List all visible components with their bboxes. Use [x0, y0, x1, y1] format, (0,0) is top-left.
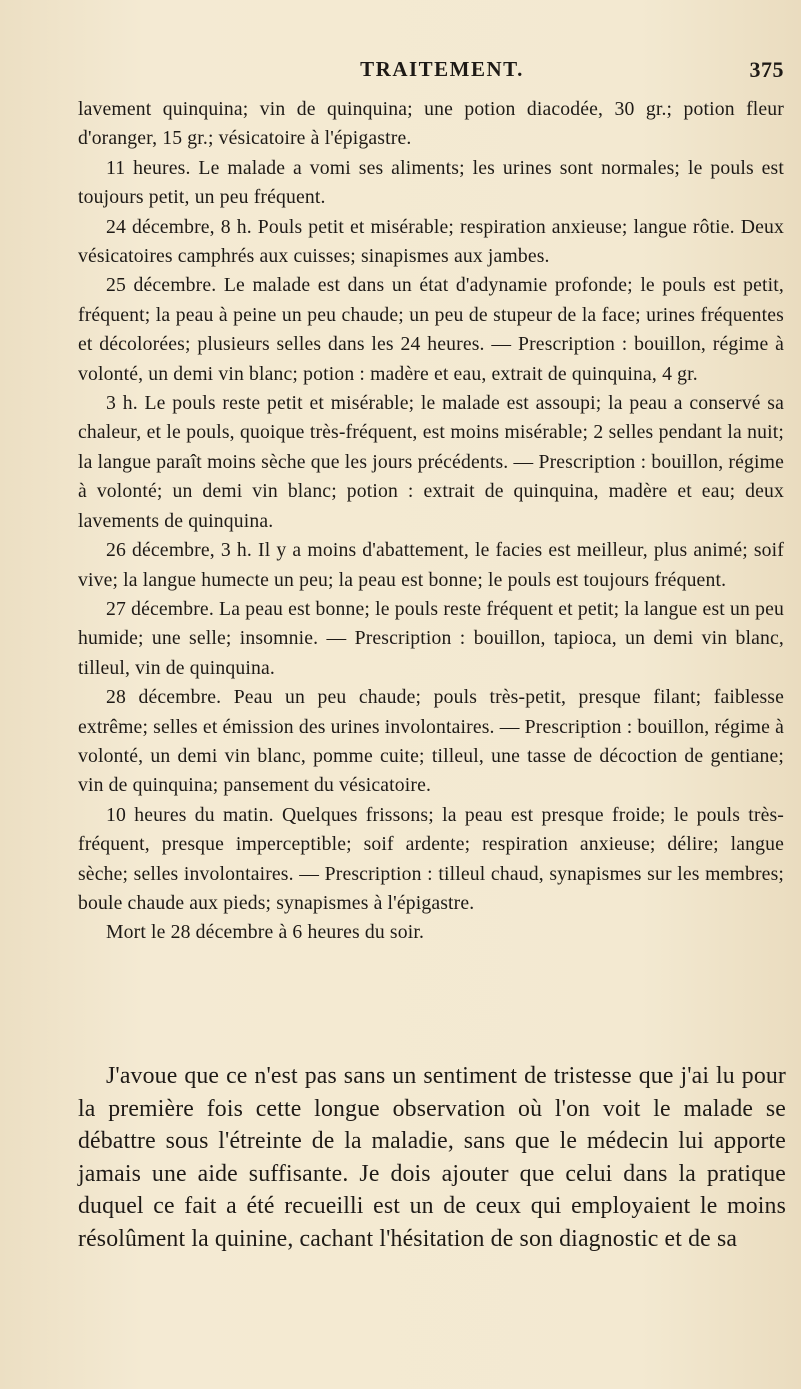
- paragraph: lavement quinquina; vin de quinquina; une potion diacodée, 30 gr.; potion fleur d'oranger, 15 gr.; vésicatoire à l'épigastre.: [78, 98, 784, 150]
- paragraph: J'avoue que ce n'est pas sans un sentiment de tristesse que j'ai lu pour la première fois cette longue observation où l'on voit le malade se débattre sous l'étreinte de la maladie, sans que le médecin lui apporte jamais une aide suffisante. Je dois ajouter que celui dans la pratique duquel ce fait a été recueilli est un de ceux qui employaient le moins résolûment la quinine, cachant l'hésitation de son diagnostic et de sa: [78, 1063, 786, 1252]
- paragraph: 10 heures du matin. Quelques frissons; la peau est presque froide; le pouls très-fréquent, presque imperceptible; soif ardente; respiration anxieuse; délire; langue sèche; selles involontaires. — Prescription : tilleul chaud, synapismes sur les membres; boule chaude aux pieds; synapismes à l'épigastre.: [78, 803, 784, 914]
- page-header: [60, 57, 784, 85]
- paragraph: 25 décembre. Le malade est dans un état d'adynamie profonde; le pouls est petit, fréquent; la peau à peine un peu chaude; un peu de stupeur de la face; urines fréquentes et décolorées; plusieurs selles dans les 24 heures. — Prescription : bouillon, régime à volonté, un demi vin blanc; potion : madère et eau, extrait de quinquina, 4 gr.: [78, 274, 784, 385]
- paragraph: 28 décembre. Peau un peu chaude; pouls très-petit, presque filant; faiblesse extrême; selles et émission des urines involontaires. — Prescription : bouillon, régime à volonté, un demi vin blanc, pomme cuite; tilleul, une tasse de décoction de gentiane; vin de quinquina; pansement du vésicatoire.: [78, 686, 784, 797]
- paragraph: 26 décembre, 3 h. Il y a moins d'abattement, le facies est meilleur, plus animé; soif vive; la langue humecte un peu; la peau est bonne; le pouls est toujours fréquent.: [78, 539, 784, 591]
- page-number: 375: [749, 57, 784, 82]
- paragraph: Mort le 28 décembre à 6 heures du soir.: [106, 921, 425, 944]
- paragraph: 27 décembre. La peau est bonne; le pouls reste fréquent et petit; la langue est un peu humide; une selle; insomnie. — Prescription : bouillon, tapioca, un demi vin blanc, tilleul, vin de quinquina.: [78, 597, 784, 679]
- paragraph: 24 décembre, 8 h. Pouls petit et misérable; respiration anxieuse; langue rôtie. Deux vésicatoires camphrés aux cuisses; sinapismes aux jambes.: [78, 215, 784, 268]
- commentary-text: [78, 1060, 786, 1256]
- running-title: TRAITEMENT.: [360, 57, 524, 81]
- case-observation-text: [78, 95, 784, 948]
- paragraph: 3 h. Le pouls reste petit et misérable; le malade est assoupi; la peau a conservé sa chaleur, et le pouls, quoique très-fréquent, est moins misérable; 2 selles pendant la nuit; la langue paraît moins sèche que les jours précédents. — Prescription : bouillon, régime à volonté; un demi vin blanc; potion : extrait de quinquina, madère et eau; deux lavements de quinquina.: [78, 392, 784, 532]
- paragraph: 11 heures. Le malade a vomi ses aliments; les urines sont normales; le pouls est toujours petit, un peu fréquent.: [78, 156, 784, 209]
